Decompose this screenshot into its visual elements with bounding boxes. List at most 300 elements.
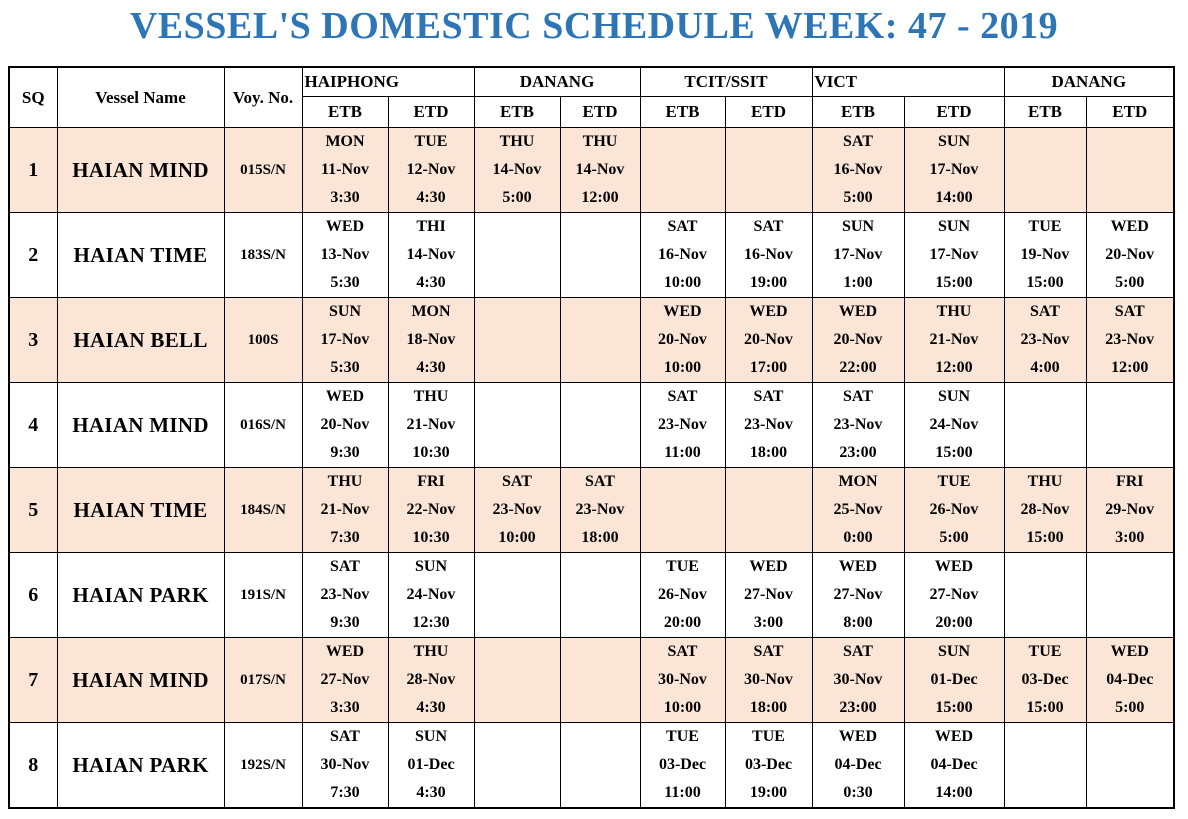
cell-day: WED	[325, 218, 365, 235]
vessel-name: HAIAN MIND	[57, 638, 224, 723]
row-sq: 5	[9, 468, 57, 553]
cell-time: 4:00	[1030, 359, 1060, 376]
etb-cell	[474, 128, 560, 213]
cell-time: 0:30	[843, 784, 873, 801]
etd-cell	[388, 383, 474, 468]
etd-cell	[1086, 723, 1174, 809]
header-port-haiphong: HAIPHONG	[302, 67, 474, 97]
cell-time: 5:00	[843, 189, 873, 206]
cell-day: FRI	[1115, 473, 1144, 490]
cell-time: 3:00	[753, 614, 784, 631]
cell-date	[1005, 751, 1086, 779]
cell-date: 01-Dec	[930, 671, 978, 688]
header-vessel-name: Vessel Name	[57, 67, 224, 128]
cell-day: TUE	[666, 728, 699, 745]
cell-day: SAT	[1114, 303, 1145, 320]
row-sq: 8	[9, 723, 57, 809]
cell-time: 22:00	[839, 359, 877, 376]
cell-date: 03-Dec	[744, 756, 793, 773]
cell-date: 23-Nov	[744, 416, 793, 433]
cell-day	[1005, 723, 1086, 751]
cell-date: 13-Nov	[320, 246, 370, 263]
etd-cell	[388, 128, 474, 213]
cell-date: 17-Nov	[929, 161, 979, 178]
cell-time: 17:00	[749, 359, 788, 376]
cell-day: THU	[499, 133, 535, 150]
cell-day	[726, 468, 812, 496]
cell-time: 4:30	[416, 699, 446, 716]
cell-day: TUE	[1028, 643, 1062, 660]
cell-date: 30-Nov	[658, 671, 707, 688]
cell-day: WED	[838, 728, 878, 745]
vessel-name: HAIAN TIME	[57, 468, 224, 553]
etd-cell	[725, 213, 812, 298]
cell-day: SUN	[414, 558, 447, 575]
cell-time: 5:30	[330, 359, 360, 376]
table-row	[9, 553, 1174, 638]
cell-date	[475, 411, 560, 439]
header-port-tcit-ssit: TCIT/SSIT	[640, 67, 812, 97]
vessel-name: HAIAN MIND	[57, 128, 224, 213]
cell-day: WED	[663, 303, 702, 320]
etd-cell	[904, 298, 1004, 383]
cell-day	[1087, 383, 1174, 411]
cell-date: 23-Nov	[492, 501, 542, 518]
cell-date: 23-Nov	[658, 416, 707, 433]
etb-cell	[812, 468, 904, 553]
schedule-table	[8, 66, 1175, 809]
cell-day	[641, 468, 725, 496]
header-etb: ETB	[302, 97, 388, 128]
etb-cell	[302, 383, 388, 468]
cell-date: 27-Nov	[929, 586, 979, 603]
etd-cell	[725, 383, 812, 468]
cell-day: TUE	[414, 133, 448, 150]
cell-day: SUN	[937, 388, 970, 405]
cell-date: 20-Nov	[833, 331, 883, 348]
header-etd: ETD	[388, 97, 474, 128]
cell-day: SAT	[330, 558, 360, 575]
etd-cell	[1086, 298, 1174, 383]
cell-day	[561, 723, 640, 751]
etd-cell	[560, 383, 640, 468]
cell-date: 23-Nov	[575, 501, 625, 518]
table-row	[9, 383, 1174, 468]
cell-day: THU	[1027, 473, 1063, 490]
cell-date	[475, 326, 560, 354]
table-row	[9, 723, 1174, 809]
cell-day: THU	[327, 473, 363, 490]
cell-date: 03-Dec	[658, 756, 707, 773]
header-voy-no: Voy. No.	[224, 67, 302, 128]
etb-cell	[1004, 128, 1086, 213]
etd-cell	[904, 553, 1004, 638]
cell-date: 01-Dec	[407, 756, 455, 773]
voyage-number: 015S/N	[224, 128, 302, 213]
cell-date: 14-Nov	[492, 161, 542, 178]
cell-time	[726, 524, 812, 552]
cell-day: SAT	[667, 388, 698, 405]
cell-time: 14:00	[935, 784, 973, 801]
cell-time: 10:00	[663, 359, 702, 376]
cell-day: WED	[934, 558, 974, 575]
voyage-number: 183S/N	[224, 213, 302, 298]
cell-day: SAT	[330, 728, 360, 745]
etb-cell	[812, 723, 904, 809]
etb-cell	[302, 128, 388, 213]
etb-cell	[640, 128, 725, 213]
etb-cell	[474, 383, 560, 468]
cell-time	[561, 354, 640, 382]
cell-date	[475, 666, 560, 694]
row-sq: 6	[9, 553, 57, 638]
etb-cell	[1004, 298, 1086, 383]
voyage-number: 192S/N	[224, 723, 302, 809]
cell-date	[1005, 156, 1086, 184]
cell-date: 03-Dec	[1021, 671, 1069, 688]
cell-time: 11:00	[664, 444, 701, 461]
cell-day	[475, 553, 560, 581]
etd-cell	[904, 723, 1004, 809]
cell-time: 1:00	[843, 274, 873, 291]
cell-time: 23:00	[839, 444, 877, 461]
cell-time: 4:30	[416, 274, 446, 291]
cell-time	[1087, 439, 1174, 467]
etd-cell	[560, 298, 640, 383]
cell-day: THU	[413, 643, 449, 660]
etd-cell	[904, 213, 1004, 298]
etd-cell	[1086, 468, 1174, 553]
cell-time	[1005, 609, 1086, 637]
cell-date: 11-Nov	[321, 161, 369, 178]
cell-date: 25-Nov	[833, 501, 883, 518]
etb-cell	[640, 723, 725, 809]
etb-cell	[640, 213, 725, 298]
etd-cell	[388, 468, 474, 553]
cell-time: 4:30	[416, 359, 446, 376]
cell-date: 30-Nov	[320, 756, 370, 773]
cell-date	[726, 496, 812, 524]
etb-cell	[474, 298, 560, 383]
cell-date: 17-Nov	[833, 246, 883, 263]
cell-time: 5:00	[502, 189, 532, 206]
cell-date	[641, 496, 725, 524]
cell-day	[1087, 128, 1174, 156]
cell-date: 26-Nov	[658, 586, 707, 603]
cell-date: 19-Nov	[1020, 246, 1070, 263]
cell-time: 15:00	[935, 444, 973, 461]
etd-cell	[725, 298, 812, 383]
cell-day: WED	[838, 558, 878, 575]
voyage-number: 016S/N	[224, 383, 302, 468]
cell-day: SAT	[843, 643, 873, 660]
etb-cell	[812, 128, 904, 213]
cell-time: 3:30	[330, 189, 360, 206]
cell-time	[561, 694, 640, 722]
cell-time: 10:00	[498, 529, 536, 546]
cell-time: 12:00	[581, 189, 619, 206]
etb-cell	[474, 213, 560, 298]
row-sq: 7	[9, 638, 57, 723]
etd-cell	[560, 128, 640, 213]
cell-day: SAT	[502, 473, 532, 490]
cell-date: 20-Nov	[320, 416, 370, 433]
etb-cell	[640, 298, 725, 383]
cell-day	[475, 723, 560, 751]
cell-time: 15:00	[935, 699, 973, 716]
schedule-body	[9, 128, 1174, 809]
cell-day: SAT	[585, 473, 615, 490]
cell-day: SUN	[841, 218, 874, 235]
cell-time: 15:00	[1026, 699, 1064, 716]
etb-cell	[474, 723, 560, 809]
cell-day: SAT	[1030, 303, 1060, 320]
cell-date	[561, 326, 640, 354]
cell-time: 10:30	[412, 529, 450, 546]
cell-day: SAT	[753, 643, 784, 660]
cell-day: SUN	[414, 728, 447, 745]
cell-time	[561, 269, 640, 297]
etd-cell	[904, 468, 1004, 553]
cell-date: 16-Nov	[658, 246, 707, 263]
cell-time: 5:00	[939, 529, 969, 546]
cell-day	[561, 298, 640, 326]
etb-cell	[1004, 553, 1086, 638]
cell-day: THU	[582, 133, 618, 150]
etb-cell	[1004, 383, 1086, 468]
etd-cell	[725, 553, 812, 638]
cell-day: SUN	[937, 133, 970, 150]
cell-date	[641, 156, 725, 184]
cell-time: 10:30	[412, 444, 450, 461]
etb-cell	[474, 638, 560, 723]
cell-day: SUN	[937, 218, 970, 235]
etb-cell	[640, 468, 725, 553]
cell-time: 20:00	[663, 614, 702, 631]
cell-date: 24-Nov	[929, 416, 979, 433]
etd-cell	[725, 638, 812, 723]
header-etb: ETB	[812, 97, 904, 128]
etd-cell	[560, 553, 640, 638]
cell-time: 12:00	[1111, 359, 1149, 376]
cell-day: TUE	[666, 558, 699, 575]
cell-date: 22-Nov	[406, 501, 456, 518]
cell-day: WED	[749, 558, 788, 575]
header-sq: SQ	[9, 67, 57, 128]
cell-time: 14:00	[935, 189, 973, 206]
cell-date: 12-Nov	[406, 161, 456, 178]
etb-cell	[302, 553, 388, 638]
header-port-danang-1: DANANG	[474, 67, 640, 97]
etd-cell	[904, 128, 1004, 213]
cell-day: FRI	[417, 473, 445, 490]
etb-cell	[812, 638, 904, 723]
header-etb: ETB	[640, 97, 725, 128]
row-sq: 1	[9, 128, 57, 213]
cell-time	[726, 184, 812, 212]
cell-day: WED	[749, 303, 788, 320]
cell-time: 4:30	[416, 189, 446, 206]
cell-date: 20-Nov	[744, 331, 793, 348]
cell-time: 5:00	[1115, 699, 1145, 716]
cell-date: 20-Nov	[1105, 246, 1155, 263]
etb-cell	[1004, 638, 1086, 723]
cell-time: 3:30	[330, 699, 360, 716]
cell-date: 27-Nov	[833, 586, 883, 603]
cell-date: 14-Nov	[406, 246, 456, 263]
cell-day: SAT	[843, 133, 873, 150]
cell-day: WED	[1110, 218, 1149, 235]
header-etd: ETD	[725, 97, 812, 128]
cell-time	[641, 184, 725, 212]
vessel-name: HAIAN MIND	[57, 383, 224, 468]
cell-day	[475, 213, 560, 241]
cell-day: THU	[413, 388, 449, 405]
cell-time	[475, 609, 560, 637]
etb-cell	[474, 468, 560, 553]
cell-time: 18:00	[749, 699, 788, 716]
etd-cell	[388, 213, 474, 298]
etd-cell	[388, 723, 474, 809]
cell-time: 7:30	[330, 529, 360, 546]
cell-day: THI	[416, 218, 446, 235]
etd-cell	[388, 298, 474, 383]
etb-cell	[812, 553, 904, 638]
cell-day: SUN	[328, 303, 361, 320]
cell-time: 19:00	[749, 274, 788, 291]
cell-time	[1005, 184, 1086, 212]
vessel-name: HAIAN PARK	[57, 553, 224, 638]
etb-cell	[812, 213, 904, 298]
cell-date: 17-Nov	[320, 331, 370, 348]
etd-cell	[725, 468, 812, 553]
etd-cell	[560, 213, 640, 298]
cell-day	[561, 213, 640, 241]
cell-date: 14-Nov	[575, 161, 625, 178]
cell-date: 16-Nov	[744, 246, 793, 263]
header-etb: ETB	[474, 97, 560, 128]
cell-day: SAT	[667, 218, 698, 235]
cell-date	[1087, 411, 1174, 439]
cell-date: 04-Dec	[834, 756, 882, 773]
header-etb: ETB	[1004, 97, 1086, 128]
cell-time: 12:30	[412, 614, 450, 631]
cell-time	[475, 694, 560, 722]
right-edge-mask	[1178, 66, 1188, 806]
cell-day	[1005, 553, 1086, 581]
cell-time: 18:00	[581, 529, 619, 546]
cell-time: 18:00	[749, 444, 788, 461]
cell-date	[1005, 411, 1086, 439]
voyage-number: 184S/N	[224, 468, 302, 553]
table-row	[9, 638, 1174, 723]
cell-day: TUE	[752, 728, 785, 745]
cell-date	[475, 751, 560, 779]
cell-date: 04-Dec	[1106, 671, 1154, 688]
etb-cell	[1004, 723, 1086, 809]
cell-day	[1005, 128, 1086, 156]
etb-cell	[1004, 213, 1086, 298]
etb-cell	[640, 553, 725, 638]
cell-date: 18-Nov	[406, 331, 456, 348]
header-row-ports	[9, 67, 1174, 97]
table-row	[9, 128, 1174, 213]
vessel-name: HAIAN TIME	[57, 213, 224, 298]
cell-date	[1005, 581, 1086, 609]
voyage-number: 191S/N	[224, 553, 302, 638]
cell-time: 5:00	[1115, 274, 1145, 291]
cell-date	[1087, 156, 1174, 184]
cell-date	[475, 581, 560, 609]
header-etd: ETD	[1086, 97, 1174, 128]
cell-day	[475, 638, 560, 666]
cell-time	[1087, 184, 1174, 212]
cell-time: 9:30	[330, 614, 360, 631]
cell-day	[1087, 553, 1174, 581]
header-etd: ETD	[904, 97, 1004, 128]
row-sq: 3	[9, 298, 57, 383]
cell-time	[561, 439, 640, 467]
header-port-danang-2: DANANG	[1004, 67, 1174, 97]
cell-time: 7:30	[330, 784, 360, 801]
etd-cell	[1086, 128, 1174, 213]
cell-day: SAT	[843, 388, 873, 405]
cell-day: SAT	[667, 643, 698, 660]
cell-date: 29-Nov	[1105, 501, 1155, 518]
cell-time: 15:00	[1026, 274, 1064, 291]
cell-day: WED	[325, 643, 365, 660]
table-row	[9, 213, 1174, 298]
cell-day	[561, 383, 640, 411]
cell-day: SAT	[753, 218, 784, 235]
cell-date: 23-Nov	[320, 586, 370, 603]
cell-date	[561, 581, 640, 609]
cell-date: 21-Nov	[320, 501, 370, 518]
table-row	[9, 298, 1174, 383]
etd-cell	[560, 468, 640, 553]
cell-date	[475, 241, 560, 269]
cell-day	[726, 128, 812, 156]
cell-day: WED	[1110, 643, 1149, 660]
cell-day: TUE	[937, 473, 971, 490]
cell-date: 23-Nov	[1020, 331, 1070, 348]
cell-time	[475, 269, 560, 297]
etd-cell	[560, 723, 640, 809]
etd-cell	[725, 128, 812, 213]
etb-cell	[302, 723, 388, 809]
etb-cell	[640, 383, 725, 468]
cell-time	[475, 779, 560, 807]
cell-time	[561, 779, 640, 807]
cell-time	[561, 609, 640, 637]
etd-cell	[1086, 638, 1174, 723]
header-port-vict: VICT	[812, 67, 1004, 97]
etd-cell	[560, 638, 640, 723]
row-sq: 4	[9, 383, 57, 468]
etb-cell	[1004, 468, 1086, 553]
cell-date: 24-Nov	[406, 586, 456, 603]
cell-date: 30-Nov	[833, 671, 883, 688]
etd-cell	[904, 638, 1004, 723]
etd-cell	[1086, 213, 1174, 298]
cell-time: 20:00	[935, 614, 973, 631]
etb-cell	[302, 213, 388, 298]
voyage-number: 017S/N	[224, 638, 302, 723]
cell-time: 5:30	[330, 274, 360, 291]
cell-date	[1087, 581, 1174, 609]
cell-date	[726, 156, 812, 184]
cell-day: WED	[838, 303, 878, 320]
